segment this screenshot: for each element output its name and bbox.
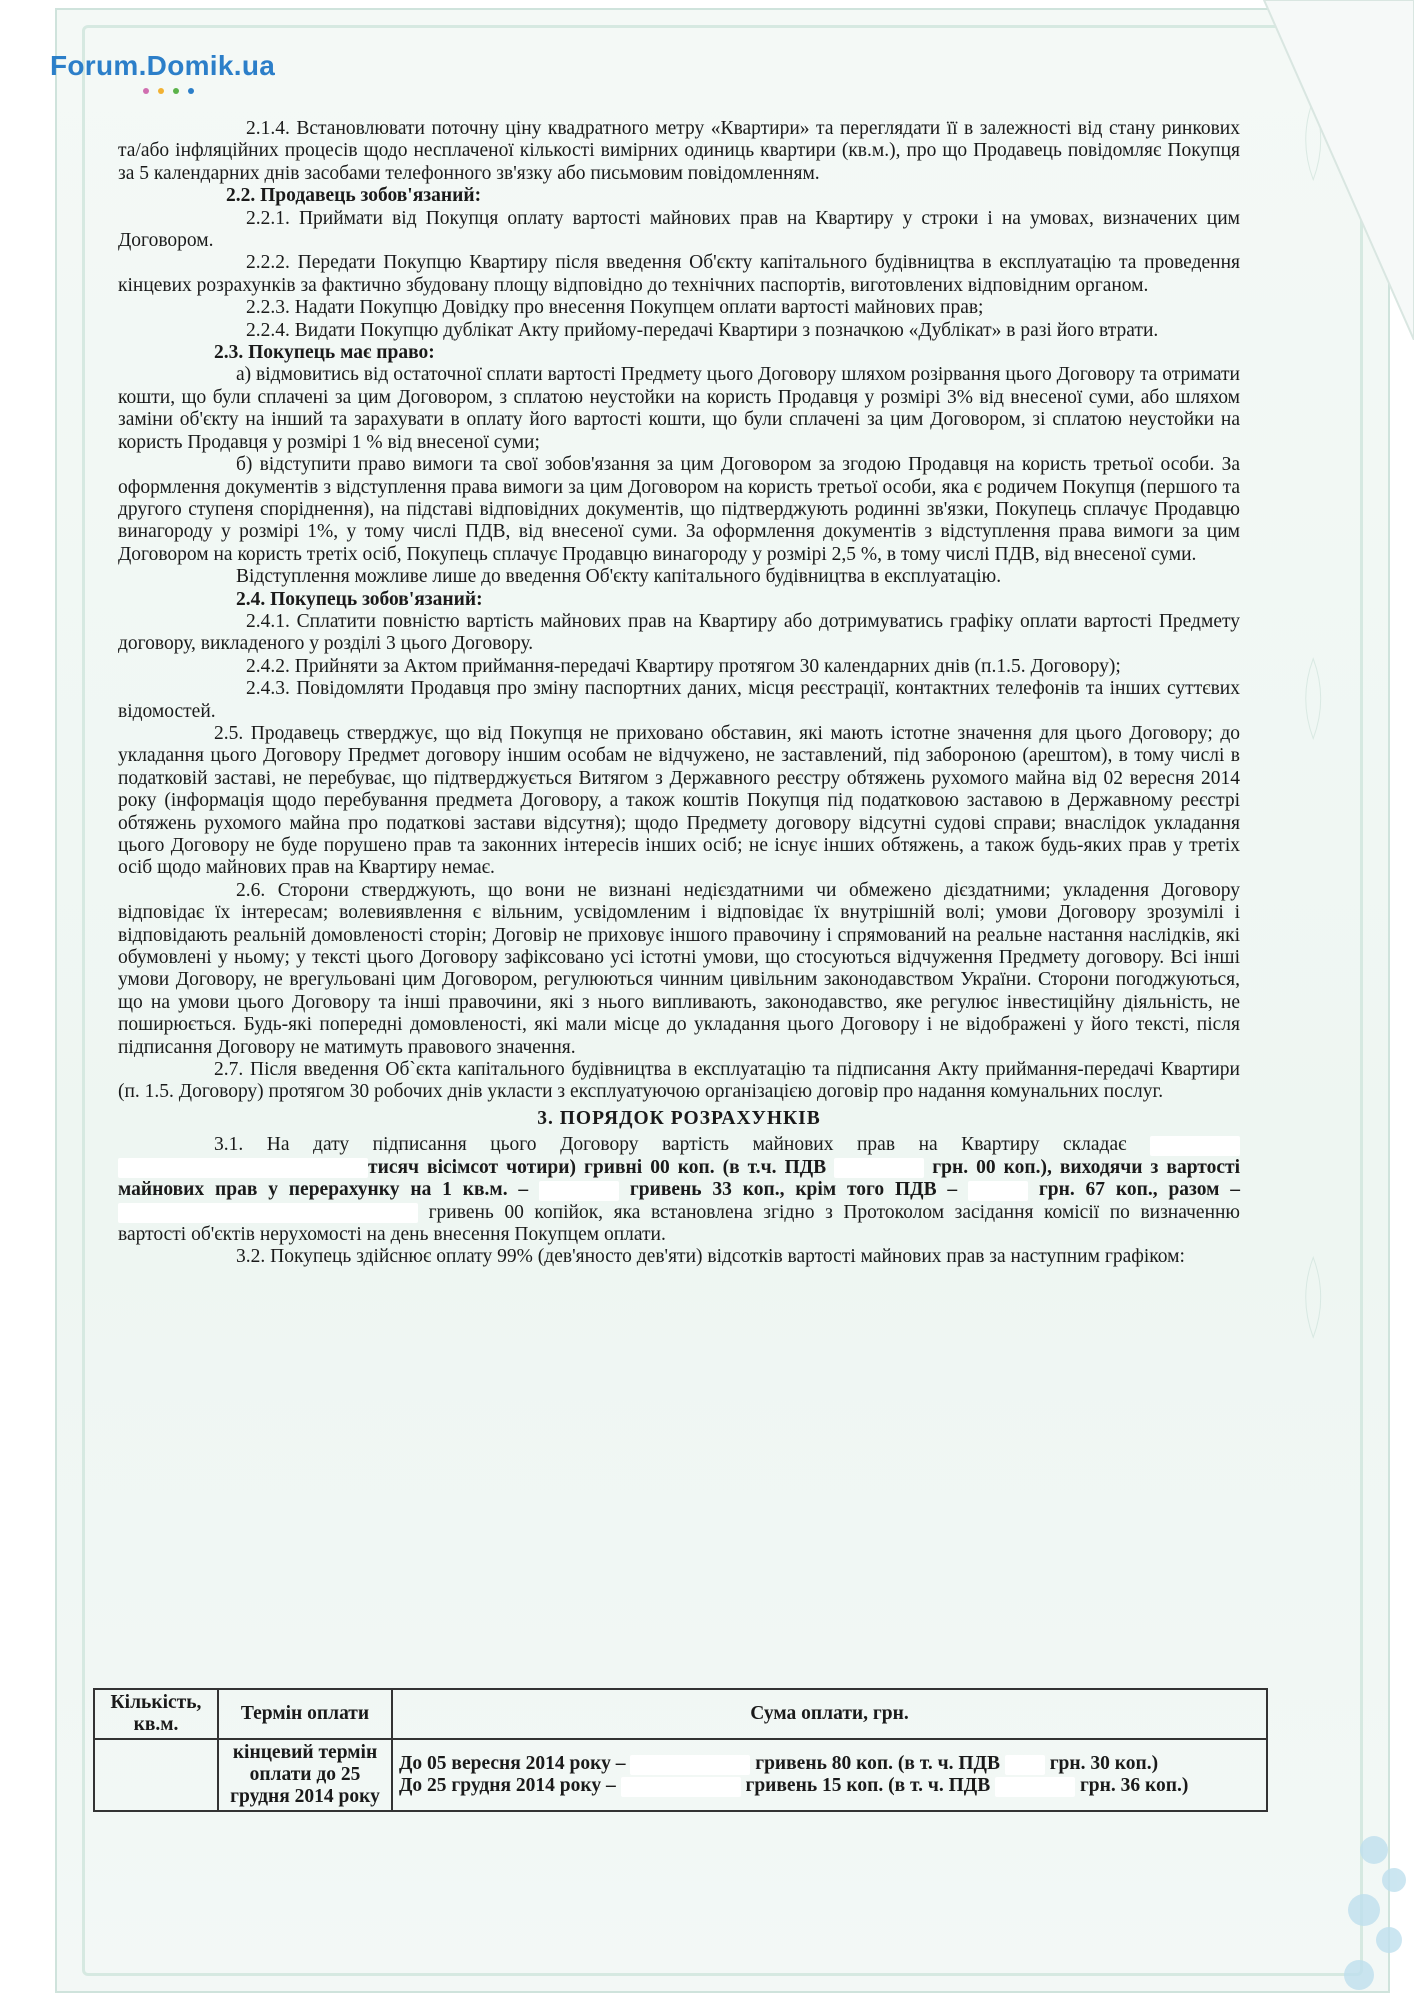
clause-2-2-4: 2.2.4. Видати Покупцю дублікат Акту прийому-передачі Квартири з позначкою «Дублікат» в разі його втрати.	[246, 319, 1159, 341]
clause-2-2-heading: 2.2. Продавець зобов'язаний:	[226, 185, 482, 207]
redacted-amount	[995, 1777, 1075, 1797]
redacted-amount	[539, 1181, 619, 1201]
clause-2-2-2: 2.2.2. Передати Покупцю Квартиру після введення Об'єкту капітального будівництва в експлуатацію та проведення кінцевих розрахунків за фактично збудовану площу відповідно до технічних паспортів, виготовлених відповідним органом.	[118, 252, 1240, 296]
redacted-amount	[118, 1158, 368, 1178]
clause-2-4-3: 2.4.3. Повідомляти Продавця про зміну паспортних даних, місця реєстрації, контактних телефонів та інших суттєвих відомостей.	[118, 678, 1240, 722]
page-fold-corner	[1244, 0, 1414, 340]
clause-3-1-part-d: гривень 33 коп., крім того ПДВ –	[629, 1179, 958, 1201]
clause-2-3-heading: 2.3. Покупець має право:	[214, 342, 435, 364]
cell-area	[94, 1739, 218, 1811]
col-header-term: Термін оплати	[218, 1689, 392, 1739]
cell-amounts	[392, 1739, 1267, 1811]
redacted-amount	[118, 1203, 418, 1223]
site-logo[interactable]: Forum.Domik.ua	[50, 50, 276, 81]
redacted-amount	[1005, 1755, 1045, 1775]
logo-dots	[143, 88, 203, 94]
clause-2-4-2: 2.4.2. Прийняти за Актом приймання-передачі Квартиру протягом 30 календарних днів (п.1.5. Договору);	[246, 655, 1121, 677]
payment-line-2	[399, 1775, 1260, 1797]
payment-schedule-table	[93, 1688, 1268, 1812]
redacted-amount	[630, 1755, 750, 1775]
payment-2-date: До 25 грудня 2014 року –	[399, 1775, 616, 1796]
clause-2-7: 2.7. Після введення Об`єкта капітального будівництва в експлуатацію та підписання Акту приймання-передачі Квартири (п. 1.5. Договору) протягом 30 робочих днів укласти з експлуатуючою організацією договір про надання комунальних послуг.	[118, 1059, 1240, 1103]
payment-1-vat: грн. 30 коп.)	[1049, 1753, 1159, 1774]
clause-2-3-b: б) відступити право вимоги та свої зобов'язання за цим Договором за згодою Продавця на користь третьої особи. За оформлення документів з відступлення права вимоги за цим Договором на користь третьої особи, яка є родичем Покупця (першого та другого ступеня споріднення), на підставі відповідних документів, що підтверджують родинні зв'язки, Покупець сплачує Продавцю винагороду у розмірі 1%, у тому числі ПДВ, від внесеної суми. За оформлення документів з відступлення права вимоги за цим Договором на користь третіх осіб, Покупець сплачує Продавцю винагороду у розмірі 2,5 %, в тому числі ПДВ, від внесеної суми.	[118, 454, 1240, 565]
payment-1-date: До 05 вересня 2014 року –	[399, 1753, 626, 1774]
contract-text	[118, 118, 1240, 1269]
redacted-amount	[968, 1181, 1028, 1201]
clause-2-2-3: 2.2.3. Надати Покупцю Довідку про внесення Покупцем оплати вартості майнових прав;	[246, 297, 984, 319]
clause-2-1-4: 2.1.4. Встановлювати поточну ціну квадратного метру «Квартири» та переглядати її в залежності від стану ринкових та/або інфляційних процесів щодо несплаченої кількості вимірних одиниць квартири (кв.м.), про що Продавець повідомляє Покупця за 5 календарних днів засобами телефонного зв'язку або письмовим повідомленням.	[118, 118, 1240, 184]
clause-2-6: 2.6. Сторони стверджують, що вони не визнані недієздатними чи обмежено дієздатними; укладення Договору відповідає їх інтересам; волевиявлення є вільним, усвідомленим і відповідає їх внутрішній волі; умови Договору зрозумілі і відповідають реальній домовленості сторін; Договір не приховує іншого правочину і спрямований на реальне настання наслідків, які обумовлені у ньому; у тексті цього Договору зафіксовано усі істотні умови, що стосуються відчуження Предмету договору. Всі інші умови Договору, не врегульовані цим Договором, регулюються чинним цивільним законодавством України. Сторони погоджуються, що на умови цього Договору та інші правочини, які з нього випливають, законодавство, яке регулює інвестиційну діяльність, не поширюється. Будь-які попередні домовленості, які мали місце до укладання цього Договору і не відображені у його тексті, після підписання Договору не матимуть правового значення.	[118, 879, 1240, 1058]
section-3-heading: 3. ПОРЯДОК РОЗРАХУНКІВ	[537, 1107, 821, 1129]
clause-3-1-part-e: грн. 67 коп., разом –	[1038, 1179, 1241, 1201]
clause-3-1-part-f: гривень 00 копійок, яка встановлена згідно з Протоколом засідання комісії по визначенню вартості об'єктів нерухомості на день внесення Покупцем оплати.	[118, 1201, 1241, 1245]
table-row	[94, 1739, 1267, 1811]
clause-3-2: 3.2. Покупець здійснює оплату 99% (дев'яносто дев'яти) відсотків вартості майнових прав за наступним графіком:	[236, 1246, 1185, 1268]
clause-2-2-1: 2.2.1. Приймати від Покупця оплату вартості майнових прав на Квартиру у строки і на умовах, визначених цим Договором.	[118, 207, 1240, 252]
corner-ornament	[1304, 1810, 1414, 2000]
table-header-row	[94, 1689, 1267, 1739]
payment-line-1	[399, 1753, 1260, 1775]
cell-term: кінцевий термін оплати до 25 грудня 2014 року	[218, 1739, 392, 1811]
col-header-amount: Сума оплати, грн.	[392, 1689, 1267, 1739]
payment-2-vat: грн. 36 коп.)	[1079, 1775, 1189, 1796]
clause-3-1-part-a: 3.1. На дату підписання цього Договору вартість майнових прав на Квартиру складає	[214, 1134, 1127, 1156]
clause-2-4-heading: 2.4. Покупець зобов'язаний:	[236, 588, 483, 610]
col-header-area: Кількість, кв.м.	[94, 1689, 218, 1739]
clause-2-5: 2.5. Продавець стверджує, що від Покупця не приховано обставин, які мають істотне значення для цього Договору; до укладання цього Договору Предмет договору іншим особам не відчужено, не заставлений, під забороною (арештом), в тому числі в податковій заставі, не перебуває, що підтверджується Витягом з Державного реєстру обтяжень рухомого майна від 02 вересня 2014 року (інформація щодо перебування предмета Договору, а також коштів Покупця під податковою заставою в Державному реєстрі обтяжень рухомого майна про податкові застави відсутня); щодо Предмету договору відсутні судові справи; внаслідок укладання цього Договору не буде порушено прав та законних інтересів інших осіб; не існує інших обтяжень, а також будь-яких прав у третіх осіб щодо майнових прав на Квартиру немає.	[118, 722, 1240, 879]
clause-3-1-part-b: тисяч вісімсот чотири) гривні 00 коп. (в т.ч. ПДВ	[368, 1156, 827, 1178]
clause-3-1-part-c: грн. 00 коп.), виходячи з вартості майнових прав у перерахунку на 1 кв.м. –	[118, 1156, 1241, 1201]
redacted-amount	[621, 1777, 741, 1797]
payment-1-sum: гривень 80 коп. (в т. ч. ПДВ	[755, 1753, 1000, 1774]
clause-2-3-a: а) відмовитись від остаточної сплати вартості Предмету цього Договору шляхом розірвання цього Договору та отримати кошти, що були сплачені за цим Договором, з сплатою неустойки на користь Продавця у розмірі 3% від внесеної суми, або шляхом заміни об'єкту на інший та зарахувати в оплату його вартості кошти, що були сплачені за цим Договором, зі сплатою неустойки на користь Продавця у розмірі 1 % від внесеної суми;	[118, 364, 1240, 453]
clause-assignment: Відступлення можливе лише до введення Об'єкту капітального будівництва в експлуатацію.	[236, 566, 1002, 588]
clause-3-1	[118, 1134, 1240, 1246]
redacted-amount	[834, 1158, 924, 1178]
redacted-amount	[1150, 1136, 1240, 1156]
payment-2-sum: гривень 15 коп. (в т. ч. ПДВ	[745, 1775, 991, 1796]
clause-2-4-1: 2.4.1. Сплатити повністю вартість майнових прав на Квартиру або дотримуватись графіку оплати вартості Предмету договору, викладеного у розділі 3 цього Договору.	[118, 610, 1240, 655]
